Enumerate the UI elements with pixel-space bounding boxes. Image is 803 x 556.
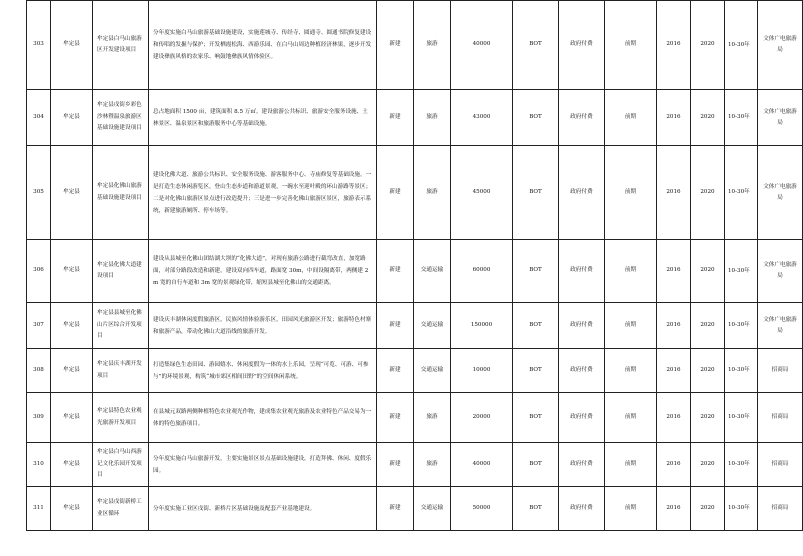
start-year: 2016 <box>657 1 691 90</box>
end-year: 2020 <box>691 90 725 146</box>
end-year: 2020 <box>691 487 725 531</box>
row-number: 308 <box>27 349 51 393</box>
responsible-unit: 文体广电旅游局 <box>758 1 803 90</box>
table-row <box>27 443 803 487</box>
row-number: 306 <box>27 240 51 303</box>
operation-mode: BOT <box>513 146 559 240</box>
investment-amount: 60000 <box>451 240 513 303</box>
end-year: 2020 <box>691 443 725 487</box>
project-name: 牟定县特色农业观光旅游开发项目 <box>93 393 149 443</box>
table-row <box>27 349 803 393</box>
county-cell: 牟定县 <box>51 443 93 487</box>
project-name: 牟定县化佛山旅游基础设施建设项目 <box>93 146 149 240</box>
project-table <box>26 0 803 531</box>
table-row <box>27 1 803 90</box>
project-stage: 前期 <box>605 303 657 349</box>
investment-amount: 150000 <box>451 303 513 349</box>
payment-method: 政府付费 <box>559 90 605 146</box>
industry: 旅游 <box>414 146 451 240</box>
county-cell: 牟定县 <box>51 1 93 90</box>
project-name: 牟定县化佛大道建设项目 <box>93 240 149 303</box>
construction-type: 新建 <box>377 393 414 443</box>
project-stage: 前期 <box>605 393 657 443</box>
investment-amount: 45000 <box>451 146 513 240</box>
project-name: 牟定县县城至化佛山片区综合开发项目 <box>93 303 149 349</box>
cooperation-period: 10-30年 <box>725 349 758 393</box>
table-row <box>27 487 803 531</box>
investment-amount: 40000 <box>451 1 513 90</box>
project-stage: 前期 <box>605 90 657 146</box>
industry: 旅游 <box>414 443 451 487</box>
construction-type: 新建 <box>377 443 414 487</box>
construction-type: 新建 <box>377 90 414 146</box>
operation-mode: BOT <box>513 487 559 531</box>
project-stage: 前期 <box>605 240 657 303</box>
county-cell: 牟定县 <box>51 90 93 146</box>
end-year: 2020 <box>691 303 725 349</box>
cooperation-period: 10-30年 <box>725 90 758 146</box>
cooperation-period: 10-30年 <box>725 443 758 487</box>
industry: 交通运输 <box>414 240 451 303</box>
row-number: 311 <box>27 487 51 531</box>
end-year: 2020 <box>691 1 725 90</box>
industry: 交通运输 <box>414 487 451 531</box>
start-year: 2016 <box>657 146 691 240</box>
payment-method: 政府付费 <box>559 487 605 531</box>
project-name: 牟定县白马山西游记文化乐园开发项目 <box>93 443 149 487</box>
investment-amount: 43000 <box>451 90 513 146</box>
county-cell: 牟定县 <box>51 393 93 443</box>
responsible-unit: 文体广电旅游局 <box>758 240 803 303</box>
project-stage: 前期 <box>605 1 657 90</box>
responsible-unit: 招商局 <box>758 487 803 531</box>
construction-type: 新建 <box>377 1 414 90</box>
project-content: 建设化佛大道、旅游公共标识、安全服务设施、游客服务中心、寺庙修复等基础设施。一是打造生态休闲游览区，登山生态步道和游道景观，一碗水至迎叶殿的环山游路等景区；二是对化佛山旅游区景点进行改造提升；三是进一步完善化佛山旅游区景区，旅游表示系统，新建旅游厕所、停车场等。 <box>149 146 377 240</box>
start-year: 2016 <box>657 240 691 303</box>
project-name: 牟定县白马山旅游区开发建设项目 <box>93 1 149 90</box>
table-row <box>27 146 803 240</box>
table-row <box>27 393 803 443</box>
investment-amount: 20000 <box>451 393 513 443</box>
cooperation-period: 10-30年 <box>725 303 758 349</box>
industry: 交通运输 <box>414 303 451 349</box>
project-content: 建设庆丰湖休闲度假旅游区，民族风情体验游乐区，田园风光旅游区开发；旅游特色村寨和旅游产品，带动化佛山大道沿线的旅游开发。 <box>149 303 377 349</box>
payment-method: 政府付费 <box>559 393 605 443</box>
project-stage: 前期 <box>605 349 657 393</box>
project-stage: 前期 <box>605 487 657 531</box>
responsible-unit: 文体广电旅游局 <box>758 90 803 146</box>
industry: 旅游 <box>414 1 451 90</box>
industry: 旅游 <box>414 393 451 443</box>
payment-method: 政府付费 <box>559 349 605 393</box>
cooperation-period: 10-30年 <box>725 487 758 531</box>
project-name: 牟定县戌街新桥工业区循环 <box>93 487 149 531</box>
cooperation-period: 10-30年 <box>725 240 758 303</box>
cooperation-period: 10-30年 <box>725 146 758 240</box>
responsible-unit: 文体广电旅游局 <box>758 146 803 240</box>
table-row <box>27 240 803 303</box>
responsible-unit: 招商局 <box>758 349 803 393</box>
start-year: 2016 <box>657 303 691 349</box>
project-name: 牟定县庆丰湖开发项目 <box>93 349 149 393</box>
operation-mode: BOT <box>513 90 559 146</box>
start-year: 2016 <box>657 487 691 531</box>
construction-type: 新建 <box>377 303 414 349</box>
operation-mode: BOT <box>513 240 559 303</box>
county-cell: 牟定县 <box>51 349 93 393</box>
row-number: 309 <box>27 393 51 443</box>
end-year: 2020 <box>691 146 725 240</box>
project-stage: 前期 <box>605 443 657 487</box>
payment-method: 政府付费 <box>559 146 605 240</box>
county-cell: 牟定县 <box>51 240 93 303</box>
project-content: 建设从县城至化佛山团结湖大坝的“化佛大道”，对现有旅游公路进行截弯改直，加宽路面，对部分路段改造和新建，建设双向四车道，路面宽 30m，中间设隔离带，两侧建 2m 宽的自行车道和 3m 宽的景观绿化带，缩短县城至化佛山的交通距离。 <box>149 240 377 303</box>
project-stage: 前期 <box>605 146 657 240</box>
county-cell: 牟定县 <box>51 487 93 531</box>
end-year: 2020 <box>691 393 725 443</box>
start-year: 2016 <box>657 90 691 146</box>
responsible-unit: 招商局 <box>758 393 803 443</box>
investment-amount: 50000 <box>451 487 513 531</box>
operation-mode: BOT <box>513 303 559 349</box>
row-number: 304 <box>27 90 51 146</box>
payment-method: 政府付费 <box>559 240 605 303</box>
start-year: 2016 <box>657 443 691 487</box>
start-year: 2016 <box>657 393 691 443</box>
operation-mode: BOT <box>513 393 559 443</box>
project-content: 总占地面积 1500 亩，建筑面积 8.5 万㎡。建设旅游公共标识、旅游安全服务设施、土林景区、温泉景区和旅游服务中心等基础设施。 <box>149 90 377 146</box>
project-name: 牟定县戌街乡彩色沙林暨温泉旅游区基础设施建设项目 <box>93 90 149 146</box>
construction-type: 新建 <box>377 349 414 393</box>
investment-amount: 10000 <box>451 349 513 393</box>
row-number: 307 <box>27 303 51 349</box>
row-number: 305 <box>27 146 51 240</box>
operation-mode: BOT <box>513 349 559 393</box>
start-year: 2016 <box>657 349 691 393</box>
cooperation-period: 10-30年 <box>725 393 758 443</box>
county-cell: 牟定县 <box>51 146 93 240</box>
end-year: 2020 <box>691 349 725 393</box>
construction-type: 新建 <box>377 487 414 531</box>
row-number: 303 <box>27 1 51 90</box>
project-content: 在县城元双路两侧种植特色农业观光作物，建成集农业观光旅游及农业特色产品交易为一体的特色旅游项目。 <box>149 393 377 443</box>
project-table-page <box>26 0 797 530</box>
responsible-unit: 文体广电旅游局 <box>758 303 803 349</box>
payment-method: 政府付费 <box>559 1 605 90</box>
construction-type: 新建 <box>377 240 414 303</box>
project-content: 分年度实施工业区戌街、新桥片区基础设施及配套产业基地建设。 <box>149 487 377 531</box>
investment-amount: 40000 <box>451 443 513 487</box>
construction-type: 新建 <box>377 146 414 240</box>
responsible-unit: 招商局 <box>758 443 803 487</box>
payment-method: 政府付费 <box>559 443 605 487</box>
project-content: 打造集绿色生态田园、游园嬉水、休闲度假为一体的水上乐园，呈现“可览、可游、可参与”的环境景观，构筑“城市郊区相间田野”的空间休闲系统。 <box>149 349 377 393</box>
end-year: 2020 <box>691 240 725 303</box>
row-number: 310 <box>27 443 51 487</box>
project-content: 分年度实施白马山旅游开发，主要实施景区景点基础设施建设，打造拜佛、休闲、度假乐园。 <box>149 443 377 487</box>
industry: 交通运输 <box>414 349 451 393</box>
operation-mode: BOT <box>513 443 559 487</box>
payment-method: 政府付费 <box>559 303 605 349</box>
table-row <box>27 90 803 146</box>
operation-mode: BOT <box>513 1 559 90</box>
cooperation-period: 10-30年 <box>725 1 758 90</box>
industry: 旅游 <box>414 90 451 146</box>
county-cell: 牟定县 <box>51 303 93 349</box>
table-row <box>27 303 803 349</box>
project-content: 分年度实施白马山旅游基础设施建设，实施莲城寺、传经寺、圆通寺、圆通书院修复建设和传唱的发掘与保护；开发栖霞松海、西游乐园、在白马山周边种植经济林果，逐步开发建设彝族风格的农家乐、响鼓地彝族风情体验区。 <box>149 1 377 90</box>
